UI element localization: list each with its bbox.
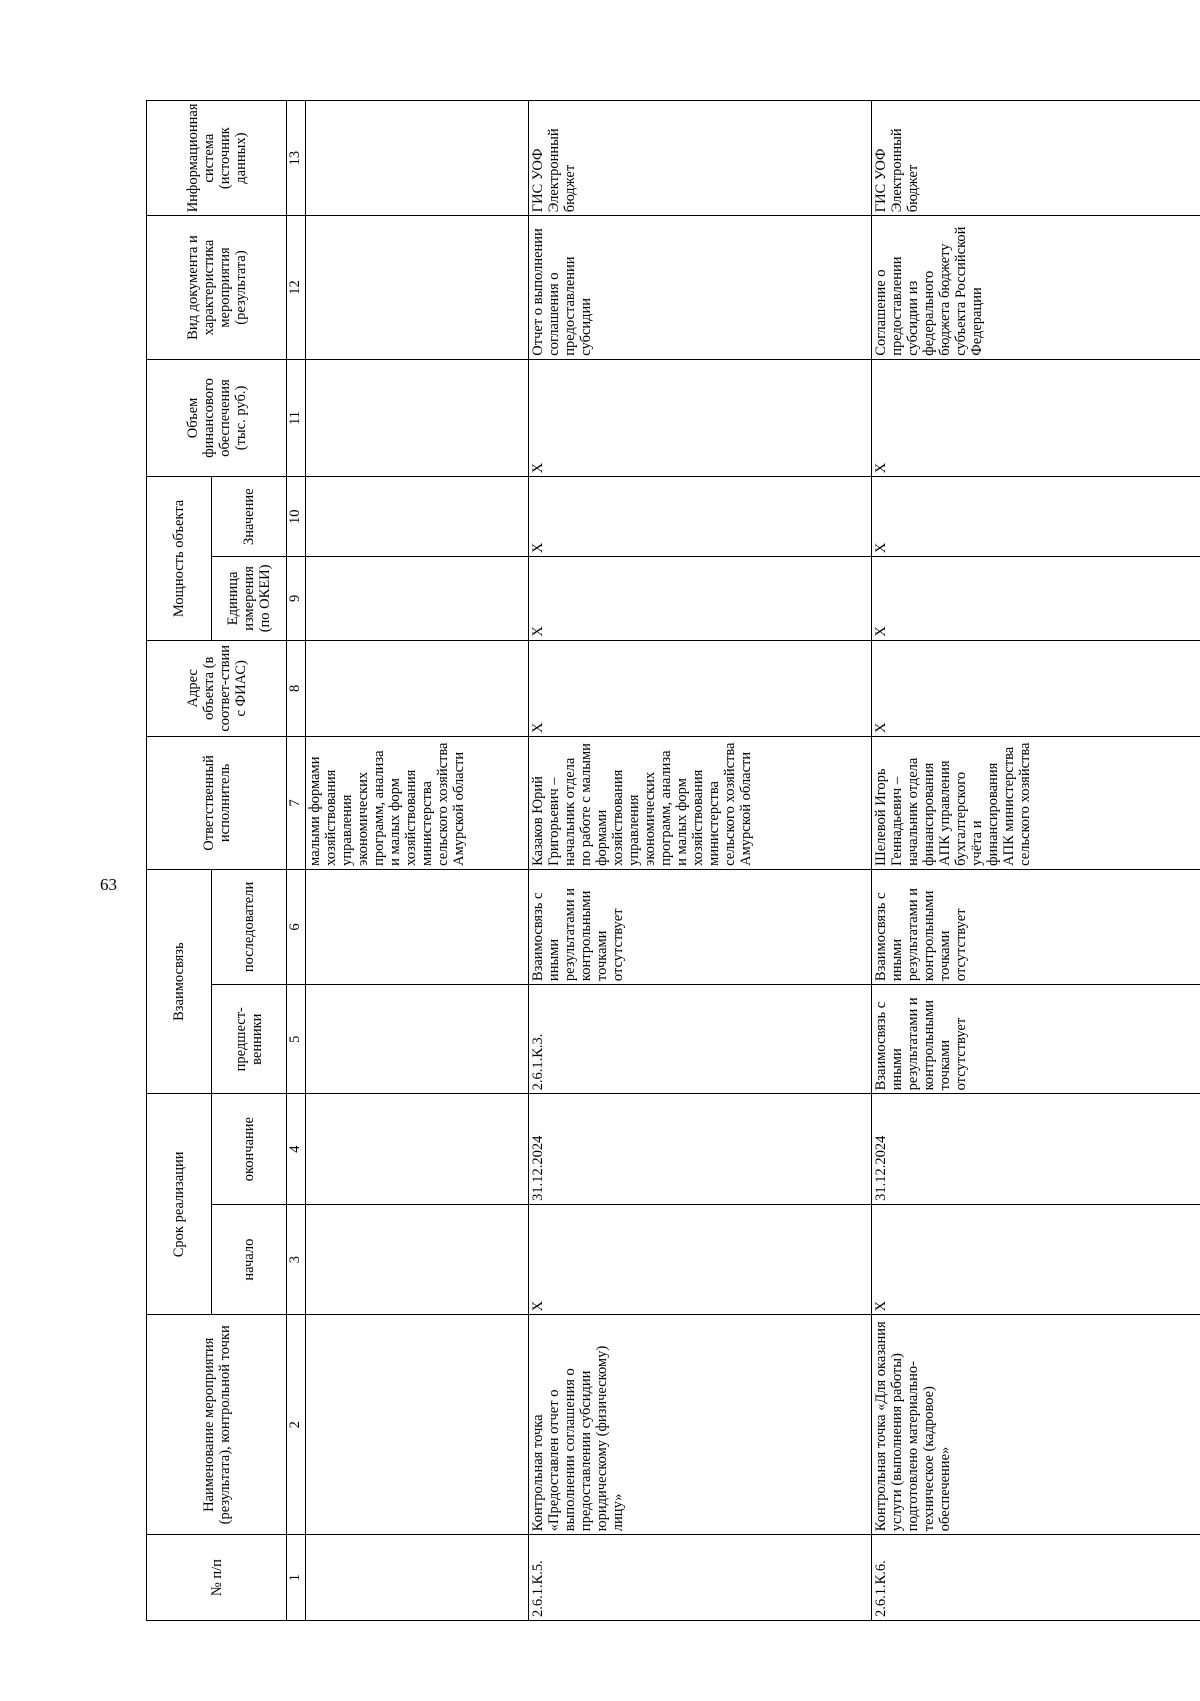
col-number: 10 (287, 477, 306, 557)
cell-end (306, 1094, 529, 1205)
col-number: 6 (287, 869, 306, 984)
header-system: Информационная система (источник данных) (147, 101, 287, 216)
col-number: 7 (287, 737, 306, 870)
cell-unit (306, 557, 529, 640)
cell-responsible: малыми формами хозяйствования управления экономических программ, анализа и малых форм хозяйствования министерства сельского хозяйства Амурской области (306, 737, 529, 870)
header-address: Адрес объекта (в соответ-ствии с ФИАС) (147, 640, 287, 736)
cell-predecessors (306, 985, 529, 1094)
header-power: Мощность объекта (147, 477, 212, 640)
cell-end: 31.12.2024 (529, 1094, 872, 1205)
cell-system: ГИС УОФ Электронный бюджет (872, 101, 1200, 216)
cell-start (306, 1204, 529, 1315)
cell-num: 2.6.1.К.6. (872, 1535, 1200, 1621)
cell-address: X (529, 640, 872, 736)
col-number: 11 (287, 359, 306, 477)
header-term: Срок реализации (147, 1094, 212, 1315)
cell-system (306, 101, 529, 216)
header-successors: последователи (212, 869, 287, 984)
header-start: начало (212, 1204, 287, 1315)
col-number: 4 (287, 1094, 306, 1205)
cell-value (306, 477, 529, 557)
table-row (306, 101, 529, 1621)
header-value: Значение (212, 477, 287, 557)
header-name: Наименование мероприятия (результата), контрольной точки (147, 1315, 287, 1535)
cell-unit: X (529, 557, 872, 640)
plan-table (146, 100, 1200, 1621)
header-document: Вид документа и характеристика мероприятия (результата) (147, 216, 287, 359)
cell-start: X (872, 1204, 1200, 1315)
table-row (872, 101, 1200, 1621)
header-num: № п/п (147, 1535, 287, 1621)
header-responsible: Ответственный исполнитель (147, 737, 287, 870)
header-row-1 (147, 101, 212, 1621)
cell-document: Соглашение о предоставлении субсидии из федерального бюджета бюджету субъекта Российской Федерации (872, 216, 1200, 359)
cell-responsible: Шелевой Игорь Геннадьевич – начальник отдела финансирования АПК управления бухгалтерского учёта и финансирования АПК министерства сельского хозяйства (872, 737, 1200, 870)
cell-predecessors: 2.6.1.К.3. (529, 985, 872, 1094)
table-row (529, 101, 872, 1621)
cell-address: X (872, 640, 1200, 736)
header-predecessors: предшест-венники (212, 985, 287, 1094)
cell-num (306, 1535, 529, 1621)
col-number: 13 (287, 101, 306, 216)
col-number: 3 (287, 1204, 306, 1315)
cell-successors (306, 869, 529, 984)
cell-unit: X (872, 557, 1200, 640)
cell-successors: Взаимосвязь с иными результатами и контрольными точками отсутствует (529, 869, 872, 984)
rotated-table-wrapper (146, 100, 1139, 1621)
cell-financing (306, 359, 529, 477)
cell-responsible: Казаков Юрий Григорьевич – начальник отдела по работе с малыми формами хозяйствования управления экономических программ, анализа и малых форм хозяйствования министерства сельского хозяйства Амурской области (529, 737, 872, 870)
cell-predecessors: Взаимосвязь с иными результатами и контрольными точками отсутствует (872, 985, 1200, 1094)
header-financing: Объем финансового обеспечения (тыс. руб.) (147, 359, 287, 477)
cell-financing: X (529, 359, 872, 477)
cell-start: X (529, 1204, 872, 1315)
header-link: Взаимосвязь (147, 869, 212, 1094)
cell-document: Отчет о выполнении соглашения о предоставлении субсидии (529, 216, 872, 359)
col-number: 8 (287, 640, 306, 736)
col-number: 2 (287, 1315, 306, 1535)
col-number: 1 (287, 1535, 306, 1621)
cell-address (306, 640, 529, 736)
cell-successors: Взаимосвязь с иными результатами и контрольными точками отсутствует (872, 869, 1200, 984)
cell-name (306, 1315, 529, 1535)
cell-name: Контрольная точка «Для оказания услуги (выполнения работы) подготовлено материально-техническое (кадровое) обеспечение» (872, 1315, 1200, 1535)
cell-document (306, 216, 529, 359)
cell-num: 2.6.1.К.5. (529, 1535, 872, 1621)
cell-value: X (872, 477, 1200, 557)
cell-system: ГИС УОФ Электронный бюджет (529, 101, 872, 216)
header-unit: Единица измерения (по ОКЕИ) (212, 557, 287, 640)
header-end: окончание (212, 1094, 287, 1205)
cell-financing: X (872, 359, 1200, 477)
col-number: 9 (287, 557, 306, 640)
cell-end: 31.12.2024 (872, 1094, 1200, 1205)
cell-name: Контрольная точка «Предоставлен отчет о выполнении соглашения о предоставлении субсидии юридическому (физическому) лицу» (529, 1315, 872, 1535)
column-numbers-row (287, 101, 306, 1621)
col-number: 5 (287, 985, 306, 1094)
page-number: 63 (100, 875, 117, 894)
cell-value: X (529, 477, 872, 557)
col-number: 12 (287, 216, 306, 359)
